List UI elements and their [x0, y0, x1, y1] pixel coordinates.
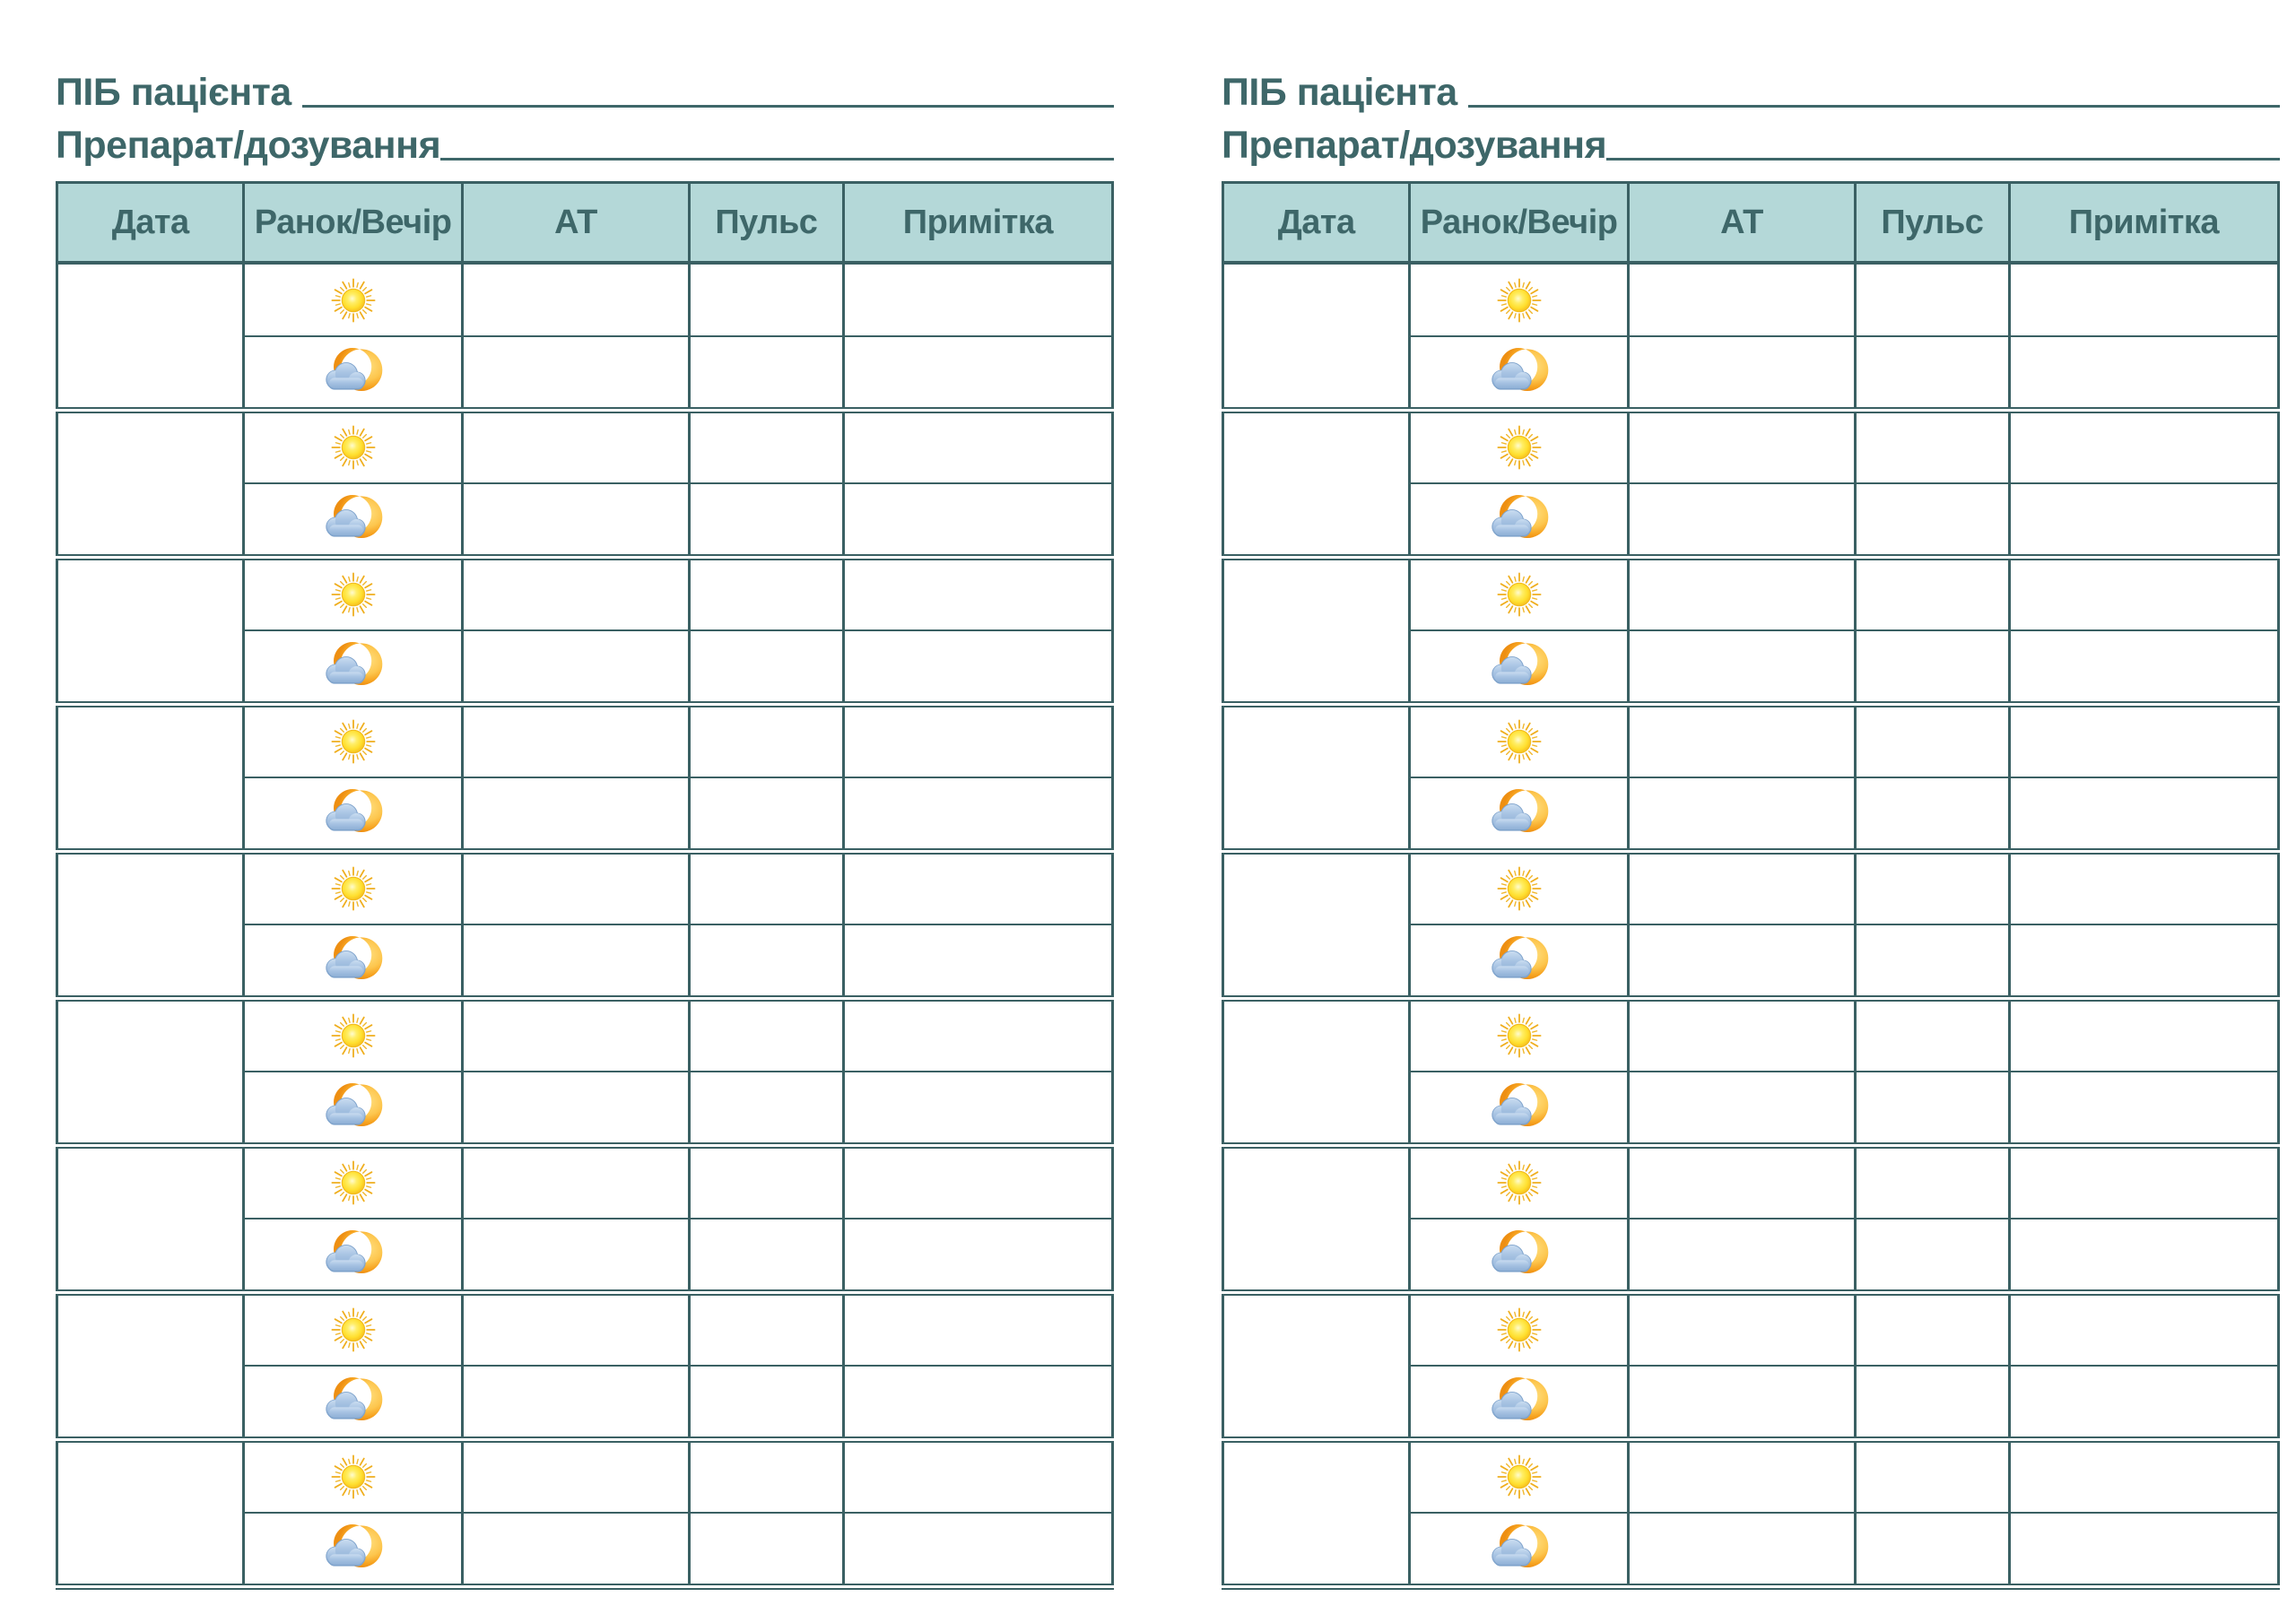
pulse-cell: [1856, 410, 2010, 483]
patient-name-label: ПІБ пацієнта: [56, 70, 291, 114]
pulse-cell: [690, 998, 844, 1072]
date-cell: [1223, 1439, 1410, 1586]
drug-dosage-row: [1222, 114, 2280, 167]
blood-pressure-cell: [462, 924, 689, 998]
blood-pressure-cell: [1628, 1072, 1855, 1145]
morning-row: [57, 263, 1113, 336]
pulse-cell: [690, 557, 844, 630]
header-row: [57, 183, 1113, 264]
patient-name-row: [56, 61, 1114, 114]
blood-pressure-cell: [462, 630, 689, 704]
moon-cloud-icon: [321, 1227, 386, 1281]
patient-name-row: [1222, 61, 2280, 114]
sun-icon: [1495, 423, 1544, 472]
pulse-cell: [690, 777, 844, 851]
pulse-cell: [690, 1145, 844, 1219]
column-header-pulse: Пульс: [690, 183, 844, 264]
morning-row: [57, 704, 1113, 777]
pulse-cell: [1856, 1366, 2010, 1439]
pulse-cell: [1856, 777, 2010, 851]
evening-icon-cell: [1410, 924, 1629, 998]
moon-cloud-icon: [1487, 491, 1552, 546]
date-cell: [1223, 704, 1410, 851]
date-cell: [1223, 1292, 1410, 1439]
evening-icon-cell: [244, 777, 463, 851]
sun-icon: [1495, 276, 1544, 325]
note-cell: [2009, 1072, 2278, 1145]
morning-row: [57, 410, 1113, 483]
note-cell: [843, 1366, 1112, 1439]
bp-log-table: [1222, 181, 2280, 1590]
drug-dosage-row: [56, 114, 1114, 167]
morning-icon-cell: [244, 1145, 463, 1219]
blood-pressure-cell: [462, 336, 689, 410]
blood-pressure-cell: [1628, 1219, 1855, 1292]
pulse-cell: [1856, 557, 2010, 630]
column-header-note: Примітка: [843, 183, 1112, 264]
sun-icon: [329, 570, 378, 619]
column-header-blood-pressure: АТ: [462, 183, 689, 264]
blood-pressure-cell: [1628, 1145, 1855, 1219]
blood-pressure-cell: [462, 1292, 689, 1366]
blood-pressure-cell: [1628, 998, 1855, 1072]
blood-pressure-cell: [1628, 263, 1855, 336]
note-cell: [2009, 777, 2278, 851]
pulse-cell: [690, 263, 844, 336]
morning-icon-cell: [244, 410, 463, 483]
note-cell: [2009, 1145, 2278, 1219]
date-cell: [57, 1292, 244, 1439]
pulse-cell: [1856, 851, 2010, 924]
sun-icon: [1495, 717, 1544, 766]
column-header-pulse: Пульс: [1856, 183, 2010, 264]
header-row: [1223, 183, 2279, 264]
note-cell: [843, 1145, 1112, 1219]
pulse-cell: [690, 1439, 844, 1513]
patient-name-label: ПІБ пацієнта: [1222, 70, 1457, 114]
bp-log-panel-right: [1222, 61, 2280, 1590]
morning-row: [1223, 1292, 2279, 1366]
evening-icon-cell: [244, 924, 463, 998]
note-cell: [2009, 1292, 2278, 1366]
blood-pressure-cell: [462, 1366, 689, 1439]
bp-log-panel-left: [56, 61, 1114, 1590]
note-cell: [843, 1072, 1112, 1145]
morning-icon-cell: [1410, 998, 1629, 1072]
pulse-cell: [690, 1219, 844, 1292]
evening-icon-cell: [244, 483, 463, 557]
moon-cloud-icon: [321, 638, 386, 693]
morning-row: [1223, 1145, 2279, 1219]
column-header-date: Дата: [57, 183, 244, 264]
pulse-cell: [1856, 630, 2010, 704]
date-cell: [1223, 851, 1410, 998]
blood-pressure-cell: [1628, 1366, 1855, 1439]
date-cell: [1223, 263, 1410, 410]
blood-pressure-cell: [1628, 336, 1855, 410]
pulse-cell: [690, 851, 844, 924]
moon-cloud-icon: [321, 344, 386, 399]
morning-row: [1223, 851, 2279, 924]
note-cell: [843, 410, 1112, 483]
evening-icon-cell: [1410, 483, 1629, 557]
morning-icon-cell: [244, 1292, 463, 1366]
pulse-cell: [690, 483, 844, 557]
pulse-cell: [1856, 1145, 2010, 1219]
evening-icon-cell: [1410, 1219, 1629, 1292]
note-cell: [843, 336, 1112, 410]
morning-icon-cell: [1410, 410, 1629, 483]
blood-pressure-cell: [462, 1145, 689, 1219]
note-cell: [843, 924, 1112, 998]
date-cell: [57, 1145, 244, 1292]
pulse-cell: [1856, 263, 2010, 336]
morning-row: [1223, 704, 2279, 777]
pulse-cell: [1856, 1513, 2010, 1586]
drug-dosage-blank-line: [1606, 158, 2280, 161]
pulse-cell: [690, 1513, 844, 1586]
evening-icon-cell: [244, 1072, 463, 1145]
pulse-cell: [690, 1072, 844, 1145]
pulse-cell: [1856, 1292, 2010, 1366]
morning-icon-cell: [1410, 1292, 1629, 1366]
evening-icon-cell: [244, 1513, 463, 1586]
evening-icon-cell: [1410, 1513, 1629, 1586]
morning-icon-cell: [244, 557, 463, 630]
column-header-morning-evening: Ранок/Вечір: [244, 183, 463, 264]
note-cell: [2009, 1439, 2278, 1513]
note-cell: [2009, 336, 2278, 410]
morning-row: [1223, 410, 2279, 483]
note-cell: [2009, 1219, 2278, 1292]
blood-pressure-cell: [1628, 1439, 1855, 1513]
note-cell: [2009, 483, 2278, 557]
note-cell: [843, 1219, 1112, 1292]
pulse-cell: [1856, 1439, 2010, 1513]
sun-icon: [1495, 1011, 1544, 1060]
sun-icon: [329, 717, 378, 766]
blood-pressure-cell: [1628, 777, 1855, 851]
note-cell: [843, 1513, 1112, 1586]
note-cell: [843, 1292, 1112, 1366]
morning-icon-cell: [1410, 1439, 1629, 1513]
note-cell: [2009, 704, 2278, 777]
blood-pressure-cell: [1628, 410, 1855, 483]
column-header-date: Дата: [1223, 183, 1410, 264]
drug-dosage-label: Препарат/дозування: [1222, 123, 1607, 167]
sun-icon: [329, 1453, 378, 1501]
blood-pressure-cell: [1628, 1292, 1855, 1366]
sun-icon: [329, 1306, 378, 1354]
sun-icon: [329, 1159, 378, 1207]
morning-row: [1223, 1439, 2279, 1513]
moon-cloud-icon: [321, 1521, 386, 1575]
evening-icon-cell: [1410, 1072, 1629, 1145]
blood-pressure-cell: [1628, 851, 1855, 924]
drug-dosage-blank-line: [440, 158, 1114, 161]
note-cell: [843, 1439, 1112, 1513]
morning-row: [57, 1439, 1113, 1513]
date-cell: [1223, 1145, 1410, 1292]
morning-icon-cell: [1410, 704, 1629, 777]
moon-cloud-icon: [1487, 1227, 1552, 1281]
pulse-cell: [690, 924, 844, 998]
table-header: [57, 183, 1113, 264]
sun-icon: [1495, 1453, 1544, 1501]
blood-pressure-cell: [462, 557, 689, 630]
morning-icon-cell: [1410, 263, 1629, 336]
sun-icon: [1495, 864, 1544, 913]
sun-icon: [329, 1011, 378, 1060]
note-cell: [2009, 1366, 2278, 1439]
moon-cloud-icon: [1487, 1080, 1552, 1134]
blood-pressure-cell: [462, 1439, 689, 1513]
note-cell: [2009, 851, 2278, 924]
blood-pressure-cell: [1628, 924, 1855, 998]
pulse-cell: [690, 1366, 844, 1439]
sun-icon: [1495, 1159, 1544, 1207]
blood-pressure-cell: [1628, 704, 1855, 777]
blood-pressure-cell: [462, 410, 689, 483]
morning-icon-cell: [244, 1439, 463, 1513]
evening-icon-cell: [244, 336, 463, 410]
morning-icon-cell: [244, 998, 463, 1072]
morning-row: [57, 1145, 1113, 1219]
morning-row: [1223, 998, 2279, 1072]
column-header-blood-pressure: АТ: [1628, 183, 1855, 264]
blood-pressure-cell: [462, 851, 689, 924]
note-cell: [843, 851, 1112, 924]
moon-cloud-icon: [1487, 785, 1552, 840]
evening-icon-cell: [1410, 630, 1629, 704]
sun-icon: [329, 276, 378, 325]
blood-pressure-cell: [1628, 483, 1855, 557]
blood-pressure-cell: [462, 263, 689, 336]
patient-name-blank-line: [302, 105, 1114, 108]
blood-pressure-cell: [1628, 1513, 1855, 1586]
date-cell: [1223, 998, 1410, 1145]
moon-cloud-icon: [1487, 1521, 1552, 1575]
blood-pressure-cell: [462, 1219, 689, 1292]
date-cell: [1223, 557, 1410, 704]
pulse-cell: [690, 704, 844, 777]
blood-pressure-cell: [462, 1072, 689, 1145]
pulse-cell: [690, 336, 844, 410]
morning-row: [1223, 263, 2279, 336]
moon-cloud-icon: [321, 933, 386, 987]
blood-pressure-cell: [1628, 630, 1855, 704]
moon-cloud-icon: [1487, 1374, 1552, 1428]
evening-icon-cell: [1410, 336, 1629, 410]
pulse-cell: [1856, 483, 2010, 557]
note-cell: [2009, 1513, 2278, 1586]
note-cell: [843, 630, 1112, 704]
moon-cloud-icon: [321, 1080, 386, 1134]
morning-icon-cell: [244, 263, 463, 336]
morning-row: [57, 851, 1113, 924]
moon-cloud-icon: [1487, 638, 1552, 693]
date-cell: [57, 704, 244, 851]
moon-cloud-icon: [1487, 344, 1552, 399]
date-cell: [57, 263, 244, 410]
morning-row: [57, 1292, 1113, 1366]
blood-pressure-cell: [462, 704, 689, 777]
morning-row: [1223, 557, 2279, 630]
pulse-cell: [690, 1292, 844, 1366]
blood-pressure-cell: [462, 483, 689, 557]
drug-dosage-label: Препарат/дозування: [56, 123, 441, 167]
sun-icon: [329, 864, 378, 913]
pulse-cell: [1856, 336, 2010, 410]
morning-icon-cell: [244, 851, 463, 924]
date-cell: [57, 851, 244, 998]
note-cell: [843, 483, 1112, 557]
column-header-morning-evening: Ранок/Вечір: [1410, 183, 1629, 264]
pulse-cell: [1856, 924, 2010, 998]
morning-icon-cell: [1410, 557, 1629, 630]
note-cell: [843, 263, 1112, 336]
date-cell: [57, 1439, 244, 1586]
blood-pressure-cell: [462, 777, 689, 851]
evening-icon-cell: [244, 1366, 463, 1439]
bp-log-table-body: [57, 263, 1113, 1586]
morning-row: [57, 998, 1113, 1072]
blood-pressure-cell: [462, 1513, 689, 1586]
evening-icon-cell: [1410, 777, 1629, 851]
morning-icon-cell: [244, 704, 463, 777]
morning-row: [57, 557, 1113, 630]
evening-icon-cell: [1410, 1366, 1629, 1439]
note-cell: [2009, 630, 2278, 704]
table-header: [1223, 183, 2279, 264]
note-cell: [2009, 557, 2278, 630]
note-cell: [843, 704, 1112, 777]
pulse-cell: [690, 630, 844, 704]
bp-log-table-body: [1223, 263, 2279, 1586]
note-cell: [2009, 924, 2278, 998]
date-cell: [57, 998, 244, 1145]
moon-cloud-icon: [321, 1374, 386, 1428]
note-cell: [2009, 410, 2278, 483]
blood-pressure-cell: [1628, 557, 1855, 630]
date-cell: [57, 557, 244, 704]
pulse-cell: [1856, 998, 2010, 1072]
note-cell: [2009, 998, 2278, 1072]
sun-icon: [1495, 570, 1544, 619]
morning-icon-cell: [1410, 1145, 1629, 1219]
morning-icon-cell: [1410, 851, 1629, 924]
pulse-cell: [1856, 1072, 2010, 1145]
note-cell: [2009, 263, 2278, 336]
blood-pressure-cell: [462, 998, 689, 1072]
pulse-cell: [1856, 1219, 2010, 1292]
date-cell: [1223, 410, 1410, 557]
pulse-cell: [1856, 704, 2010, 777]
note-cell: [843, 557, 1112, 630]
note-cell: [843, 777, 1112, 851]
moon-cloud-icon: [321, 785, 386, 840]
note-cell: [843, 998, 1112, 1072]
evening-icon-cell: [244, 630, 463, 704]
patient-name-blank-line: [1468, 105, 2280, 108]
moon-cloud-icon: [321, 491, 386, 546]
column-header-note: Примітка: [2009, 183, 2278, 264]
bp-log-table: [56, 181, 1114, 1590]
pulse-cell: [690, 410, 844, 483]
moon-cloud-icon: [1487, 933, 1552, 987]
date-cell: [57, 410, 244, 557]
sun-icon: [329, 423, 378, 472]
sun-icon: [1495, 1306, 1544, 1354]
evening-icon-cell: [244, 1219, 463, 1292]
